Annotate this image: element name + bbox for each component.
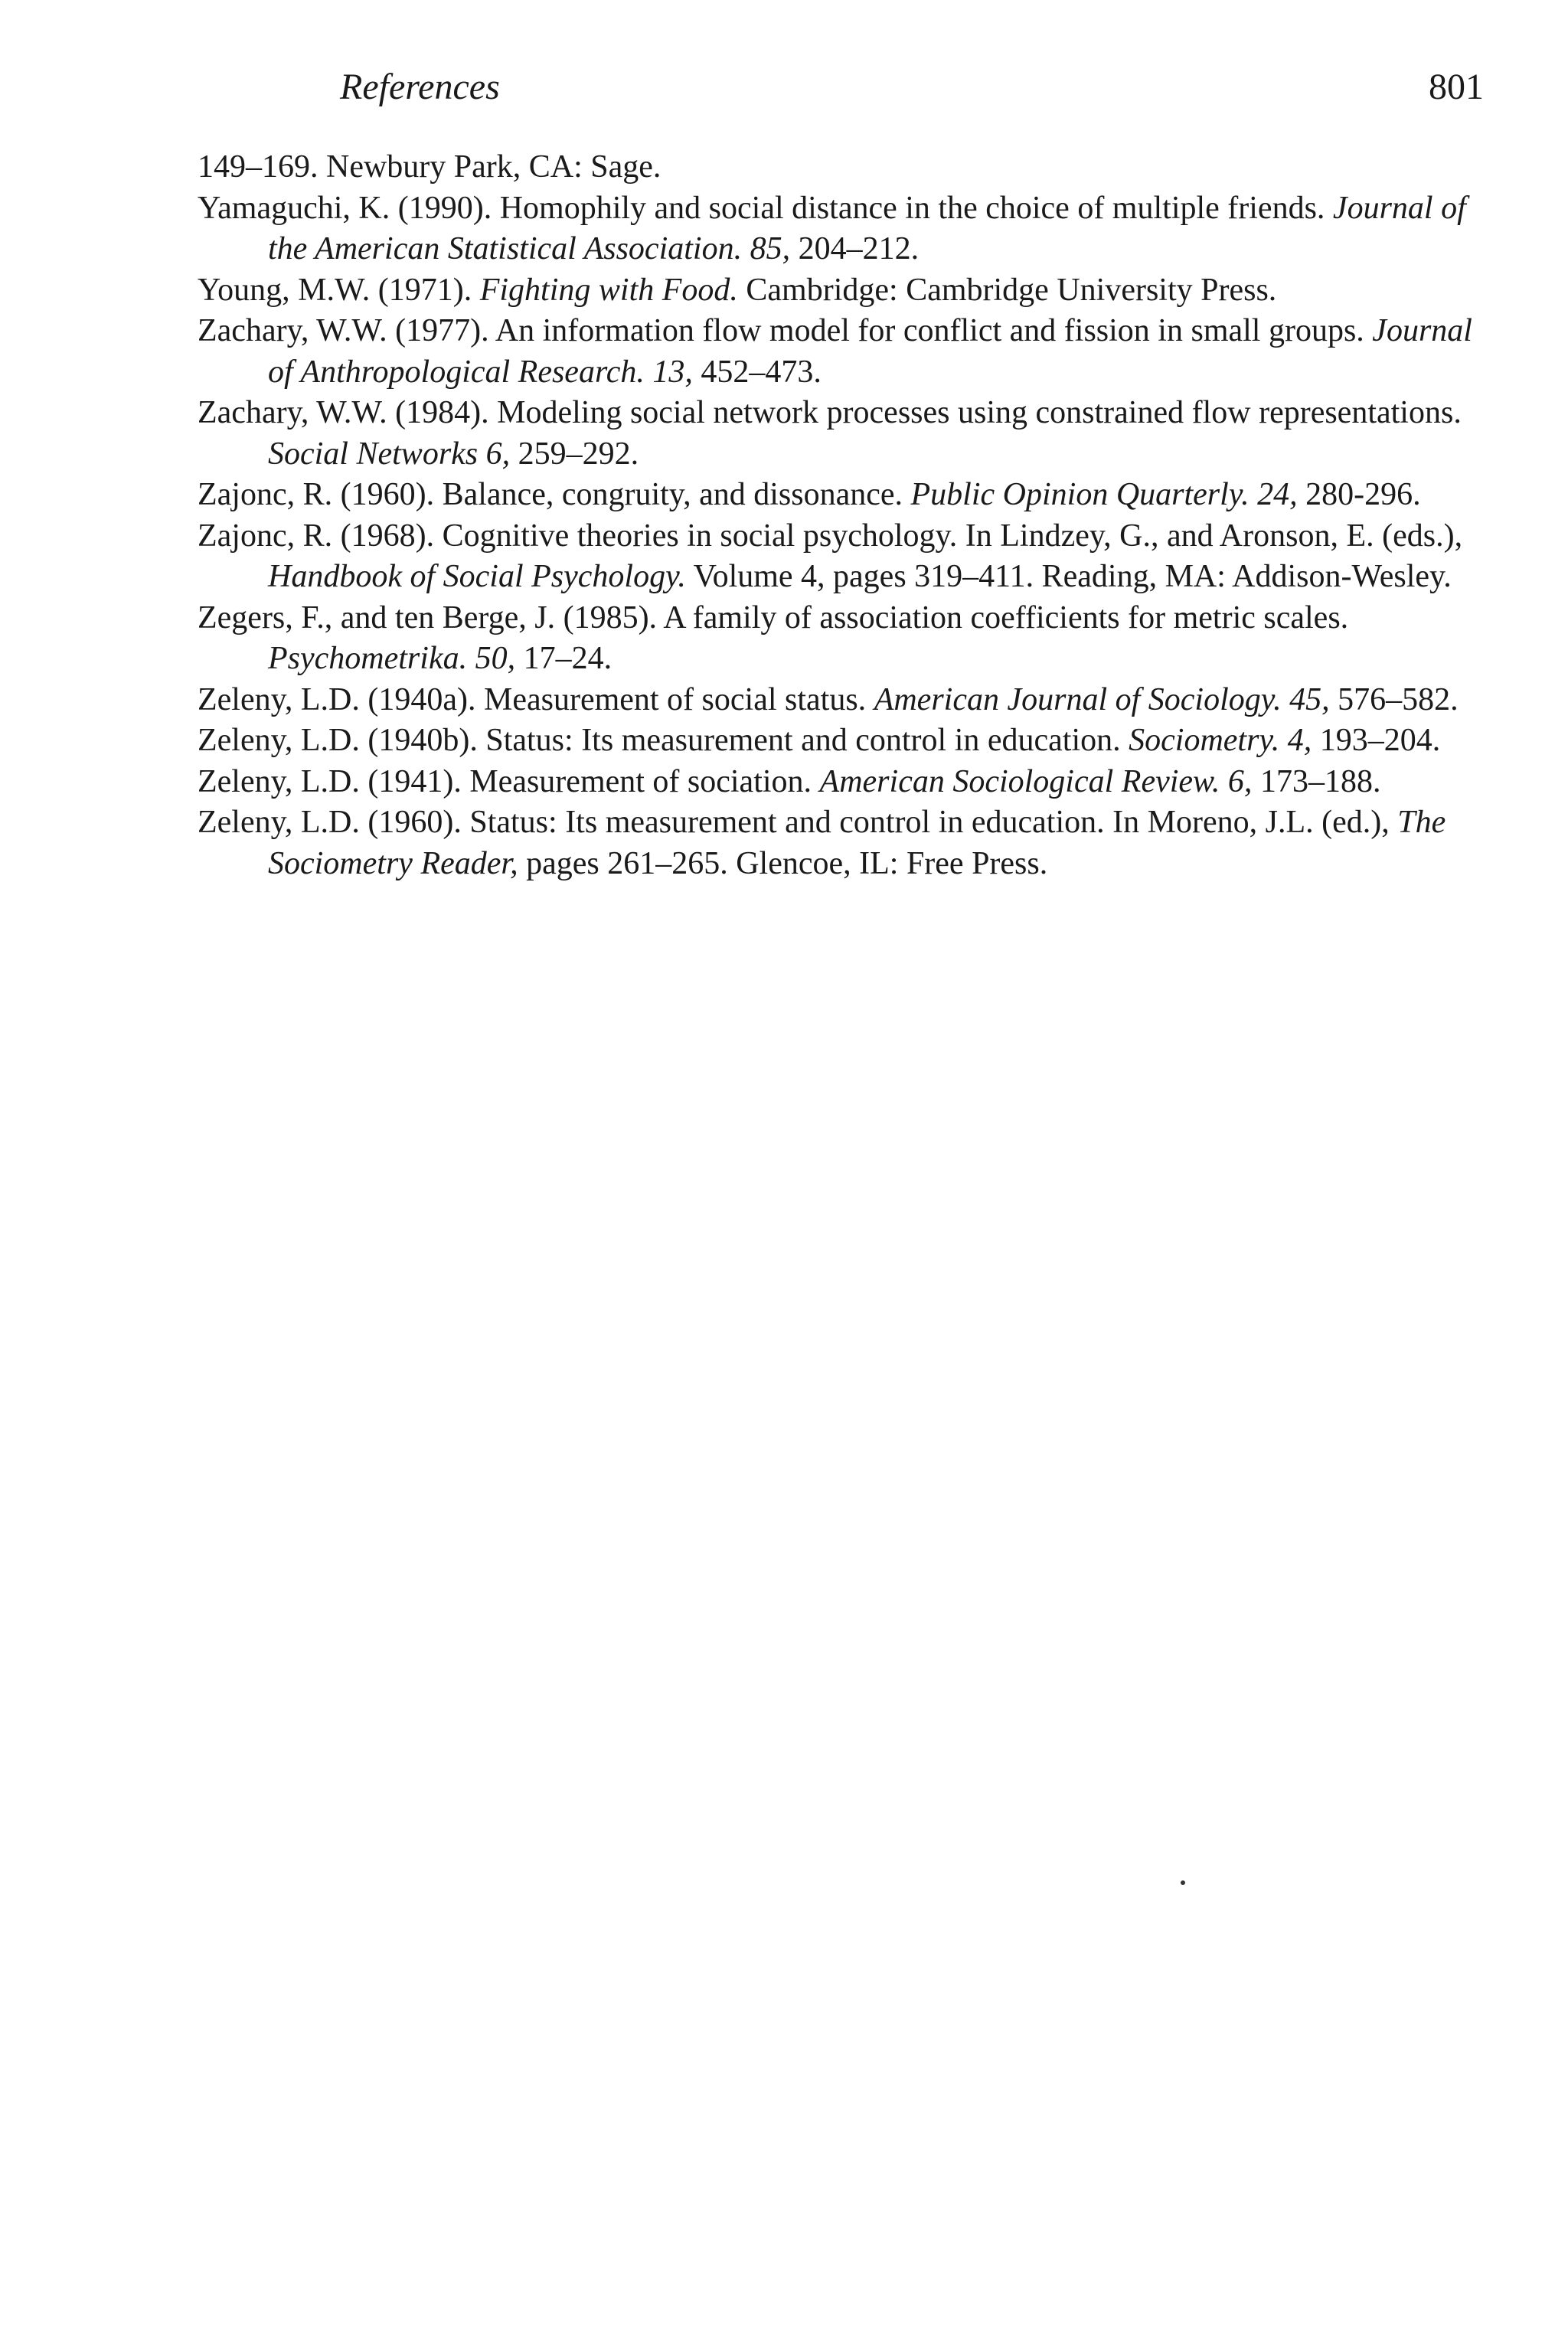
- reference-entry: [198, 393, 1484, 475]
- reference-entry: [198, 311, 1484, 393]
- reference-text: Young, M.W. (1971).: [198, 272, 480, 308]
- reference-source-italic: The Sociometry Reader,: [268, 805, 1446, 881]
- reference-text: 576–582.: [1329, 681, 1459, 717]
- reference-text: Zeleny, L.D. (1940a). Measurement of social status.: [198, 681, 874, 717]
- reference-text: Volume 4, pages 319–411. Reading, MA: Addison-Wesley.: [685, 559, 1452, 594]
- reference-text: Zajonc, R. (1968). Cognitive theories in social psychology. In Lindzey, G., and Aronson, E. (eds.),: [198, 518, 1463, 554]
- reference-source-italic: Social Networks 6,: [268, 436, 511, 472]
- reference-text: pages 261–265. Glencoe, IL: Free Press.: [518, 845, 1048, 881]
- reference-text: Zegers, F., and ten Berge, J. (1985). A family of association coefficients for metric scales.: [198, 600, 1349, 635]
- reference-text: Zachary, W.W. (1984). Modeling social network processes using constrained flow representations.: [198, 395, 1462, 430]
- reference-text: Zeleny, L.D. (1941). Measurement of sociation.: [198, 763, 820, 799]
- reference-entry: [198, 598, 1484, 680]
- running-head: References: [340, 67, 500, 107]
- reference-entry: [198, 680, 1484, 721]
- reference-text: Zajonc, R. (1960). Balance, congruity, and dissonance.: [198, 477, 911, 512]
- reference-text: Zeleny, L.D. (1940b). Status: Its measurement and control in education.: [198, 723, 1129, 758]
- reference-text: 193–204.: [1312, 723, 1441, 758]
- reference-text: 17–24.: [515, 641, 612, 676]
- page-number: 801: [1429, 67, 1484, 107]
- reference-text: Yamaguchi, K. (1990). Homophily and social distance in the choice of multiple friends.: [198, 190, 1333, 226]
- reference-source-italic: Sociometry. 4,: [1129, 723, 1312, 758]
- reference-list: [198, 147, 1484, 884]
- reference-source-italic: Psychometrika. 50,: [268, 641, 516, 676]
- reference-source-italic: American Sociological Review. 6,: [819, 763, 1253, 799]
- reference-text: 280-296.: [1297, 477, 1421, 512]
- print-speck: [1181, 1880, 1185, 1885]
- reference-text: 452–473.: [692, 354, 822, 390]
- reference-text: 149–169. Newbury Park, CA: Sage.: [198, 149, 662, 185]
- reference-text: 204–212.: [790, 231, 920, 266]
- reference-text: 173–188.: [1252, 763, 1381, 799]
- reference-source-italic: Journal of the American Statistical Association. 85,: [268, 190, 1466, 266]
- reference-entry-continuation: [198, 147, 1484, 188]
- reference-entry: [198, 802, 1484, 884]
- reference-entry: [198, 270, 1484, 312]
- reference-text: Zeleny, L.D. (1960). Status: Its measurement and control in education. In Moreno, J.L. (ed.),: [198, 805, 1398, 840]
- reference-source-italic: Journal of Anthropological Research. 13,: [268, 313, 1472, 390]
- reference-entry: [198, 188, 1484, 270]
- reference-entry: [198, 720, 1484, 762]
- reference-entry: [198, 516, 1484, 598]
- reference-source-italic: American Journal of Sociology. 45,: [874, 681, 1330, 717]
- reference-text: Cambridge: Cambridge University Press.: [737, 272, 1277, 308]
- reference-entry: [198, 762, 1484, 803]
- reference-entry: [198, 475, 1484, 516]
- reference-text: Zachary, W.W. (1977). An information flow model for conflict and fission in small groups.: [198, 313, 1373, 348]
- reference-source-italic: Handbook of Social Psychology.: [268, 559, 686, 594]
- reference-text: 259–292.: [510, 436, 639, 472]
- reference-source-italic: Public Opinion Quarterly. 24,: [910, 477, 1298, 512]
- reference-source-italic: Fighting with Food.: [479, 272, 738, 308]
